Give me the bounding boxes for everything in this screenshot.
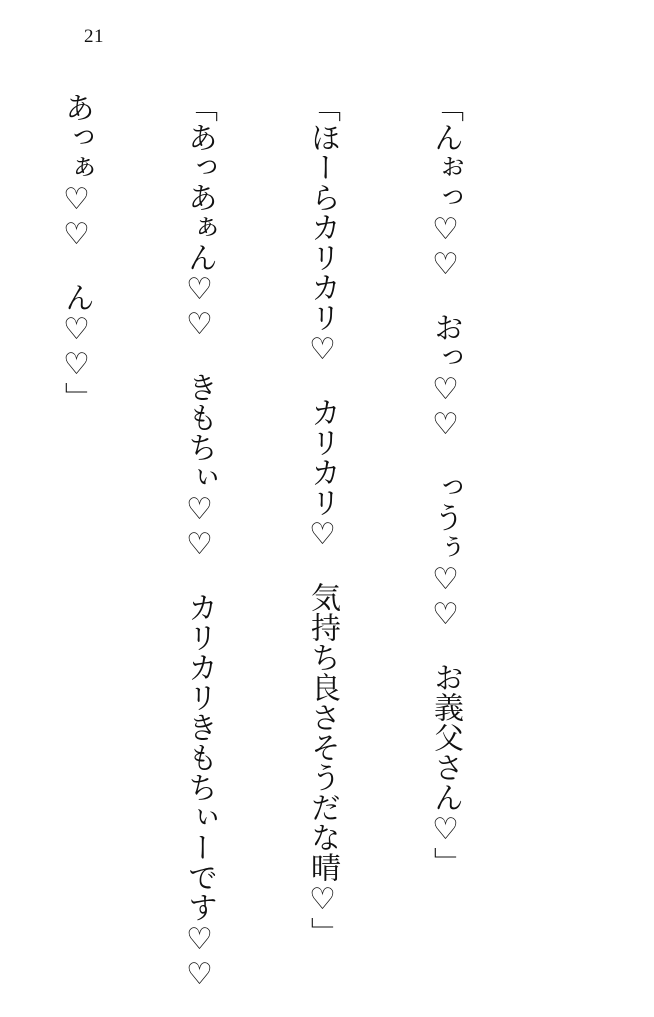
text-line: 「ほーらカリカリ♡ カリカリ♡ 気持ち良さそうだな晴♡」 xyxy=(305,92,340,947)
page-number: 21 xyxy=(84,26,104,47)
text-line: 「んぉっ♡♡ おっ♡♡ っうぅ♡♡ お義父さん♡」 xyxy=(428,92,463,877)
text-line: あっぁ♡♡ ん♡♡」 xyxy=(59,92,94,412)
text-line: 「あっあぁん♡♡ きもちぃ♡♡ カリカリきもちぃーです♡♡ xyxy=(182,92,217,992)
novel-body-text xyxy=(0,92,548,992)
